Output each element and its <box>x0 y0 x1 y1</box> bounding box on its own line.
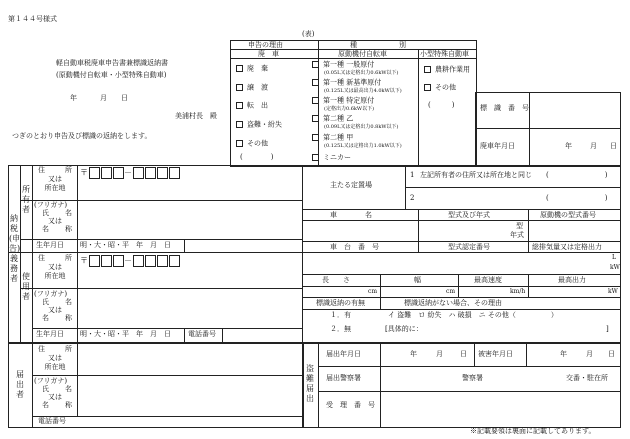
reason-other-paren: ( ) <box>240 153 274 161</box>
checkbox-icon <box>236 84 243 91</box>
chassis-label: 車 台 番 号 <box>330 243 379 251</box>
moped-note-5: (0.125L又は定格出力1.0kW以下) <box>324 143 402 149</box>
unit-kw-power: kW <box>608 288 618 295</box>
filer-address-label: 住 所 又は 所在地 <box>38 345 72 371</box>
filer-name-label: (フリガナ) 氏 名 又は 名 称 <box>34 377 72 409</box>
reason-header: 申告の理由 <box>248 41 283 49</box>
moped-item-3[interactable]: 第一種 特定原付 <box>312 97 374 105</box>
checkbox-icon <box>236 121 243 128</box>
form-title-line2: (原動機付自転車・小型特殊自動車) <box>56 71 167 79</box>
vehicle-name-label: 車 名 <box>330 211 372 219</box>
plate-return-no[interactable]: ２．無 <box>330 325 351 333</box>
unit-l: L <box>612 254 616 261</box>
footnote: ※記載要領は裏面に記載してあります。 <box>470 427 596 435</box>
date-month: 月 <box>100 94 107 102</box>
registered-place-row2-paren: ( ) <box>546 194 608 202</box>
scrap-month: 月 <box>590 142 597 150</box>
user-address-label: 住 所 又は 所在地 <box>38 254 72 280</box>
user-postal-code[interactable]: 〒 － <box>80 255 180 267</box>
plate-return-detail: [具体的に： <box>385 325 423 333</box>
receipt-date-label: 被害年月日 <box>478 350 513 358</box>
front-label: (表) <box>302 30 315 38</box>
owner-birth-label: 生年月日 <box>36 241 64 249</box>
moped-note-2: (0.125L又は最高出力4.0kW以下) <box>324 88 402 94</box>
user-birth-label: 生年月日 <box>36 330 64 338</box>
reason-transfer[interactable]: 譲 渡 <box>236 84 268 92</box>
unit-kw: kW <box>610 264 620 271</box>
owner-label: 所有者 <box>22 185 30 214</box>
receipt-number-label: 受 理 番 号 <box>326 401 375 409</box>
scrap-year: 年 <box>565 142 572 150</box>
scrap-date-label: 廃車年月日 <box>480 142 515 150</box>
checkbox-icon <box>424 84 431 91</box>
kata-label: 型 <box>516 222 523 230</box>
scrap-header: 廃 車 <box>258 50 279 58</box>
report-year: 年 <box>410 350 417 358</box>
width-label: 幅 <box>414 276 421 284</box>
theft-side-label: 盗難届出 <box>306 364 314 403</box>
power-label: 最高出力 <box>558 276 586 284</box>
checkbox-icon <box>312 134 319 141</box>
moped-item-4[interactable]: 第二種 乙 <box>312 115 353 123</box>
plate-return-reasons: イ 盗難 ロ 紛失 ハ 破損 ニ その他（ ） <box>388 311 558 319</box>
registered-place-row1-text: 左記所有者の住所又は所在地と同じ <box>420 171 532 179</box>
owner-name-label: (フリガナ) 氏 名 又は 名 称 <box>34 201 72 233</box>
report-day: 日 <box>460 350 467 358</box>
moped-item-1[interactable]: 第一種 一般原付 <box>312 61 374 69</box>
checkbox-icon <box>312 79 319 86</box>
nenshiki-label: 年式 <box>510 231 524 239</box>
reason-theft[interactable]: 盗難・紛失 <box>236 121 282 129</box>
checkbox-icon <box>236 140 243 147</box>
user-phone-label: 電話番号 <box>188 330 216 338</box>
taxpayer-label: 納税(申告)義務者 <box>9 214 21 283</box>
owner-postal-code[interactable]: 〒 － <box>80 167 180 179</box>
unit-kmh: km/h <box>510 288 526 295</box>
checkbox-icon <box>312 154 319 161</box>
unit-cm-length: cm <box>368 288 378 295</box>
unit-cm-width: cm <box>446 288 456 295</box>
checkbox-icon <box>424 66 431 73</box>
checkbox-icon <box>312 115 319 122</box>
cert-label: 型式認定番号 <box>448 243 490 251</box>
plate-return-label: 標識返納の有無 <box>316 299 365 307</box>
user-name-label: (フリガナ) 氏 名 又は 名 称 <box>34 290 72 322</box>
form-number: 第１４４号様式 <box>8 15 57 23</box>
registered-place-label: 主たる定置場 <box>330 181 372 189</box>
moped-item-2[interactable]: 第一種 新基準原付 <box>312 79 381 87</box>
police-suffix: 警察署 <box>462 374 483 382</box>
date-day: 日 <box>121 94 128 102</box>
intro-text: つぎのとおり申告及び標識の返納をします。 <box>12 132 152 140</box>
registered-place-row1-paren: ( ) <box>546 171 608 179</box>
plate-number-label: 標 識 番 号 <box>480 104 529 112</box>
moped-note-3: (定格出力0.6kW以下) <box>324 106 375 112</box>
special-header: 小型特殊自動車 <box>420 50 469 58</box>
moped-note-4: (0.09L又は定格出力0.8kW以下) <box>324 124 399 130</box>
damage-month: 月 <box>586 350 593 358</box>
checkbox-icon <box>236 102 243 109</box>
moped-note-1: (0.05L又は定格出力0.6kW以下) <box>324 70 399 76</box>
user-label: 使用者 <box>22 272 30 301</box>
report-month: 月 <box>436 350 443 358</box>
reason-moveout[interactable]: 転 出 <box>236 102 268 110</box>
addressee: 美浦村長 殿 <box>175 112 217 120</box>
checkbox-icon <box>236 65 243 72</box>
special-paren: ( ) <box>428 101 455 109</box>
registered-place-row1-num: 1 <box>410 171 415 179</box>
owner-birth-era: 明・大・昭・平 年 月 日 <box>80 241 171 249</box>
special-item-2[interactable]: その他 <box>424 84 456 92</box>
special-item-1[interactable]: 農耕作業用 <box>424 66 470 74</box>
plate-return-reason-label: 標識返納がない場合、その理由 <box>404 299 502 307</box>
owner-address-label: 住 所 又は 所在地 <box>38 166 72 192</box>
model-year-label: 型式及び年式 <box>448 211 490 219</box>
form-title-line1: 軽自動車税廃車申告書兼標識返納書 <box>56 59 168 67</box>
checkbox-icon <box>312 61 319 68</box>
damage-year: 年 <box>560 350 567 358</box>
filer-phone-label: 電話番号 <box>38 417 66 425</box>
report-date-label: 届出年月日 <box>326 350 361 358</box>
damage-day: 日 <box>608 350 615 358</box>
speed-label: 最高速度 <box>474 276 502 284</box>
scrap-day: 日 <box>610 142 617 150</box>
moped-item-6[interactable]: ミニカー <box>312 154 351 162</box>
filer-label: 届出者 <box>16 370 24 399</box>
moped-item-5[interactable]: 第二種 甲 <box>312 134 353 142</box>
reason-scrap[interactable]: 廃 棄 <box>236 65 268 73</box>
police-label: 届出警察署 <box>326 374 361 382</box>
user-birth-era: 明・大・昭・平 年 月 日 <box>80 330 171 338</box>
plate-return-yes[interactable]: １．有 <box>330 311 351 319</box>
reason-other[interactable]: その他 <box>236 140 268 148</box>
police-box-label: 交番・駐在所 <box>566 374 608 382</box>
kind-header: 種 別 <box>350 41 406 49</box>
checkbox-icon <box>312 97 319 104</box>
displacement-label: 総排気量又は定格出力 <box>532 243 602 251</box>
engine-model-label: 原動機の型式番号 <box>540 211 596 219</box>
moped-header: 原動機付自転車 <box>338 50 387 58</box>
registered-place-row2-num: 2 <box>410 194 415 202</box>
length-label: 長 さ <box>322 276 350 284</box>
plate-return-detail-end: ] <box>606 325 609 333</box>
date-year: 年 <box>70 94 77 102</box>
